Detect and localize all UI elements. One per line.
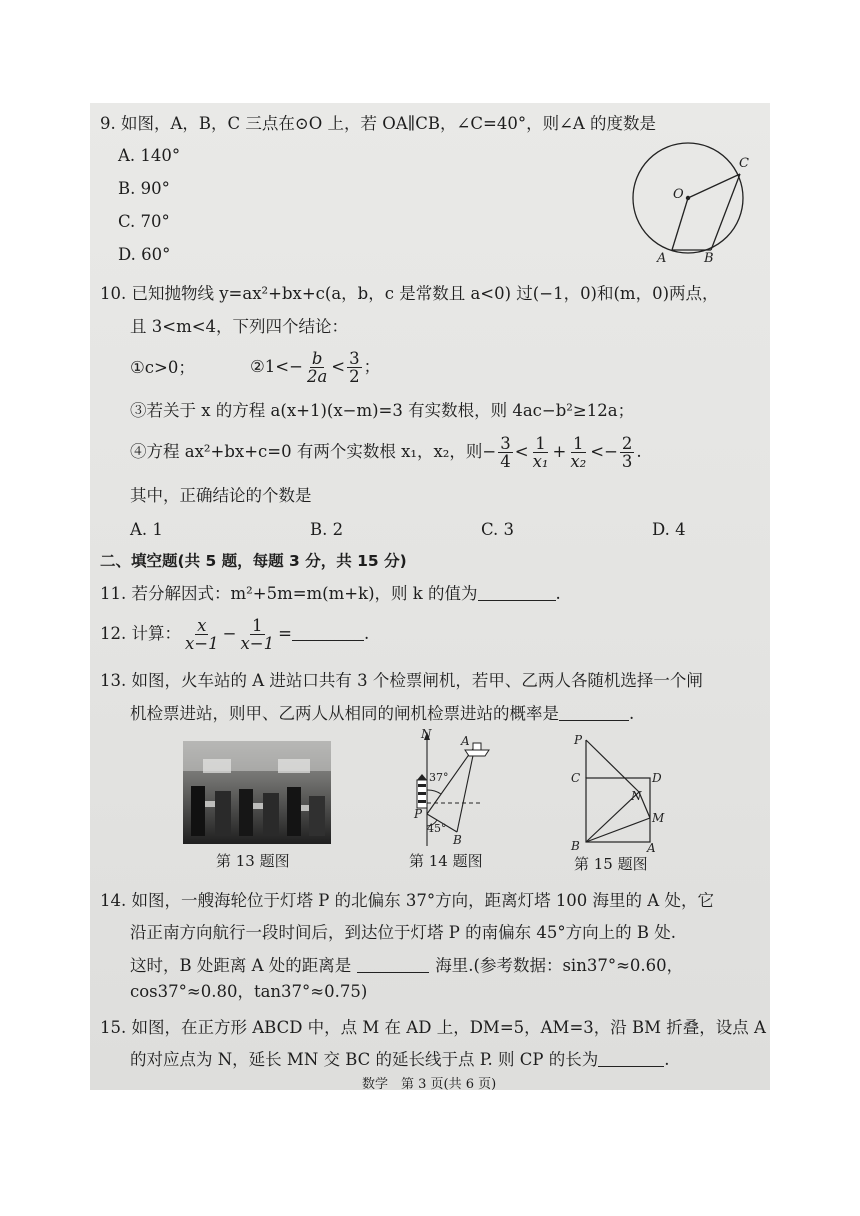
fig15-label-n: N bbox=[631, 789, 642, 803]
q10-c2-den2: 2 bbox=[349, 367, 360, 386]
q10-c2-den: 2a bbox=[306, 367, 328, 386]
q12-f2-den: x−1 bbox=[240, 634, 275, 653]
fig14-angle-37: 37° bbox=[429, 771, 449, 784]
q12-fraction-1 bbox=[183, 617, 221, 652]
q10-c4-fraction-2 bbox=[531, 435, 551, 470]
q10-c4-plus: + bbox=[552, 442, 567, 461]
q12-f1-den: x−1 bbox=[185, 634, 219, 653]
q9-option-a: A. 140° bbox=[118, 146, 181, 165]
q9-option-b: B. 90° bbox=[118, 179, 170, 198]
q13-answer-blank[interactable] bbox=[559, 704, 629, 721]
q15-answer-blank[interactable] bbox=[598, 1050, 664, 1067]
q10-c2-suffix: ； bbox=[363, 357, 381, 376]
q10-c4-f1-num: 3 bbox=[500, 434, 511, 453]
q10-ask: 其中，正确结论的个数是 bbox=[130, 486, 312, 505]
q11 bbox=[100, 583, 561, 605]
q10-c4-f1-den: 4 bbox=[500, 452, 511, 471]
section-2-title: 二、填空题(共 5 题，每题 3 分，共 15 分) bbox=[100, 552, 407, 570]
q10-c2-num2: 3 bbox=[349, 349, 360, 368]
q14-line-1: 14. 如图，一艘海轮位于灯塔 P 的北偏东 37°方向，距离灯塔 100 海里的 A 处，它 bbox=[100, 891, 714, 910]
q10-c4-f2-num: 1 bbox=[535, 434, 546, 453]
q11-text: 11. 若分解因式：m²+5m=m(m+k)，则 k 的值为 bbox=[100, 584, 478, 603]
q10-c2-mid: < bbox=[331, 357, 346, 376]
page-footer: 数学 第 3 页(共 6 页) bbox=[362, 1077, 497, 1092]
fig13-photo bbox=[183, 741, 331, 844]
q10-c4-f3-num: 1 bbox=[573, 434, 584, 453]
q11-answer-blank[interactable] bbox=[478, 584, 556, 601]
q14-line-3 bbox=[130, 955, 683, 977]
q12-fraction-2 bbox=[238, 617, 276, 652]
q12-prefix: 12. 计算： bbox=[100, 624, 181, 643]
q14-line-3a: 这时，B 处距离 A 处的距离是 bbox=[130, 956, 352, 975]
q12-f2-num: 1 bbox=[252, 616, 263, 635]
q14-line-4: cos37°≈0.80，tan37°≈0.75) bbox=[130, 982, 368, 1001]
q10-c4-f3-den: x₂ bbox=[570, 452, 587, 471]
q12 bbox=[100, 612, 369, 656]
q13-line-2 bbox=[130, 703, 634, 725]
q14-answer-blank[interactable] bbox=[357, 956, 429, 973]
q10-c2-fraction-2 bbox=[347, 350, 362, 385]
q9-stem: 9. 如图，A，B，C 三点在⊙O 上，若 OA∥CB，∠C=40°，则∠A 的度数是 bbox=[100, 114, 657, 133]
q9-option-c: C. 70° bbox=[118, 212, 170, 231]
fig14-figure bbox=[405, 728, 505, 853]
q9-circle-figure bbox=[628, 140, 758, 265]
q12-end: . bbox=[363, 624, 370, 643]
q10-option-d: D. 4 bbox=[652, 520, 686, 539]
fig14-label-a: A bbox=[461, 734, 470, 748]
q13-end: . bbox=[629, 704, 635, 723]
q15-line-1: 15. 如图，在正方形 ABCD 中，点 M 在 AD 上，DM=5，AM=3，沿 BM 折叠，设点 A bbox=[100, 1018, 766, 1037]
q12-minus: − bbox=[222, 624, 237, 643]
q10-option-a: A. 1 bbox=[130, 520, 163, 539]
q10-option-c: C. 3 bbox=[481, 520, 515, 539]
q10-conclusion-4 bbox=[130, 430, 642, 474]
q12-f1-num: x bbox=[197, 616, 207, 635]
fig15-label-c: C bbox=[571, 771, 581, 785]
q10-stem-2: 且 3<m<4，下列四个结论： bbox=[130, 317, 349, 336]
q9-option-d: D. 60° bbox=[118, 245, 171, 264]
q14-line-3b: 海里.(参考数据：sin37°≈0.60， bbox=[435, 956, 684, 975]
q10-c4-f2-den: x₁ bbox=[532, 452, 549, 471]
q10-option-b: B. 2 bbox=[310, 520, 344, 539]
q12-eq: = bbox=[278, 624, 292, 643]
q15-line-2-text: 的对应点为 N，延长 MN 交 BC 的延长线于点 P. 则 CP 的长为 bbox=[130, 1050, 599, 1069]
q10-c4-lt2: <− bbox=[590, 442, 618, 461]
q10-conclusion-2 bbox=[250, 345, 380, 389]
q10-c2-prefix: ②1<− bbox=[250, 357, 303, 376]
q10-c2-fraction-1 bbox=[305, 350, 329, 385]
q10-stem-1: 10. 已知抛物线 y=ax²+bx+c(a，b，c 是常数且 a<0) 过(−1，0)和(m，0)两点， bbox=[100, 284, 719, 303]
fig14-angle-45: 45° bbox=[427, 822, 447, 835]
q10-c4-fraction-4 bbox=[620, 435, 635, 470]
fig15-label-a: A bbox=[647, 841, 656, 852]
q10-c4-lt1: < bbox=[514, 442, 529, 461]
fig15-caption: 第 15 题图 bbox=[574, 855, 648, 873]
fig14-label-p: P bbox=[414, 807, 423, 821]
fig15-label-m: M bbox=[652, 811, 665, 825]
q10-c4-prefix: ④方程 ax²+bx+c=0 有两个实数根 x₁，x₂，则− bbox=[130, 442, 497, 461]
fig13-caption: 第 13 题图 bbox=[216, 852, 290, 870]
fig15-label-b: B bbox=[571, 839, 580, 852]
q11-end: . bbox=[555, 584, 561, 603]
q9-label-c: C bbox=[739, 156, 749, 171]
q13-line-1: 13. 如图，火车站的 A 进站口共有 3 个检票闸机，若甲、乙两人各随机选择一个闸 bbox=[100, 671, 703, 690]
fig15-label-d: D bbox=[652, 771, 662, 785]
q10-conclusion-3: ③若关于 x 的方程 a(x+1)(x−m)=3 有实数根，则 4ac−b²≥12a； bbox=[130, 401, 635, 420]
q15-end: . bbox=[664, 1050, 670, 1069]
q12-answer-blank[interactable] bbox=[292, 624, 364, 641]
q10-c4-fraction-3 bbox=[568, 435, 588, 470]
q10-c2-num: b bbox=[311, 349, 323, 368]
q10-c4-suffix: . bbox=[636, 442, 642, 461]
q13-line-2-text: 机检票进站，则甲、乙两人从相同的闸机检票进站的概率是 bbox=[130, 704, 559, 723]
q10-c4-f4-den: 3 bbox=[621, 452, 633, 471]
q15-line-2 bbox=[130, 1049, 670, 1071]
fig14-label-n: N bbox=[421, 728, 432, 741]
fig14-caption: 第 14 题图 bbox=[409, 852, 483, 870]
q10-c4-f4-num: 2 bbox=[621, 434, 633, 453]
q9-label-b: B bbox=[704, 251, 714, 265]
fig14-label-b: B bbox=[453, 833, 462, 847]
q9-label-o: O bbox=[673, 187, 684, 202]
fig15-figure bbox=[565, 730, 675, 852]
q9-label-a: A bbox=[657, 251, 667, 265]
fig15-label-p: P bbox=[574, 733, 583, 747]
q10-c4-fraction-1 bbox=[498, 435, 513, 470]
q14-line-2: 沿正南方向航行一段时间后，到达位于灯塔 P 的南偏东 45°方向上的 B 处. bbox=[130, 923, 676, 942]
q10-conclusion-1: ①c>0； bbox=[130, 358, 195, 377]
